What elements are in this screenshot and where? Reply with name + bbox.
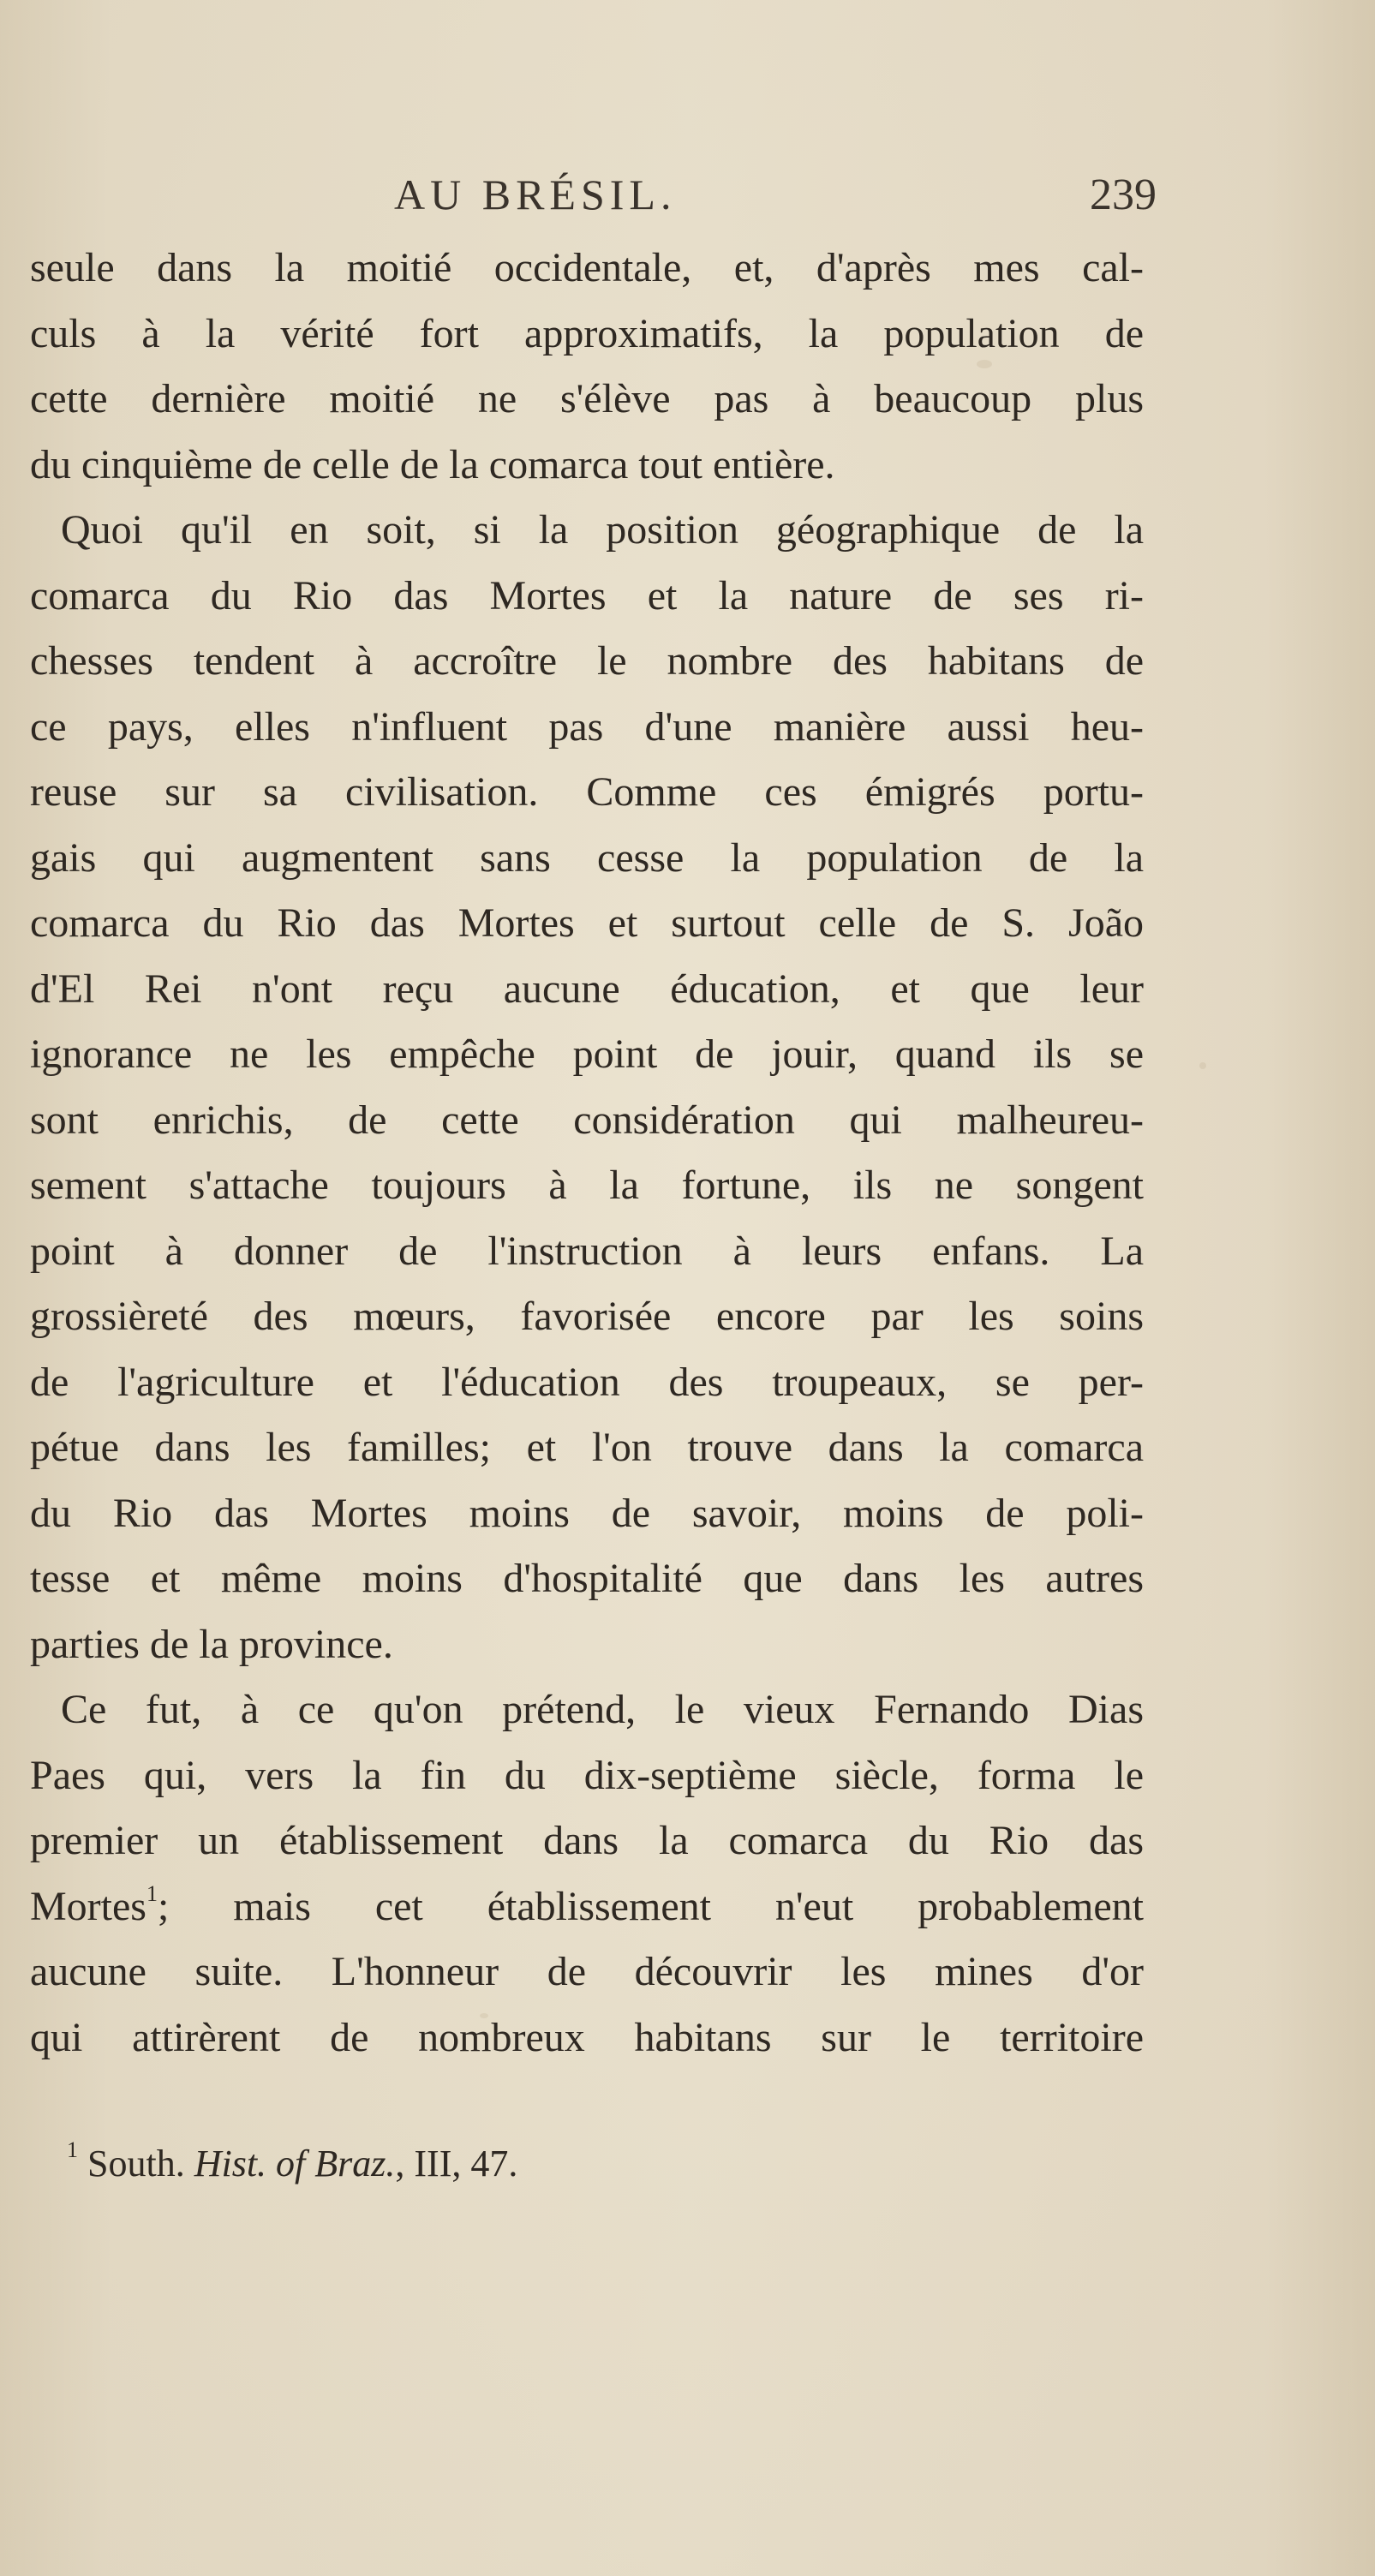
text-line: seule dans la moitié occidentale, et, d'après mes cal- bbox=[30, 245, 1144, 290]
footnote-reference: 1 bbox=[146, 1880, 158, 1906]
text-line: Paes qui, vers la fin du dix-septième siècle, forma le bbox=[30, 1752, 1144, 1798]
footnote-reference-detail: , III, 47. bbox=[395, 2143, 518, 2185]
paragraph-start-line: Quoi qu'il en soit, si la position géographique de la bbox=[61, 507, 1144, 553]
text-line: gais qui augmentent sans cesse la population de la bbox=[30, 834, 1144, 881]
text-line: parties de la province. bbox=[30, 1621, 393, 1667]
text-segment: ; mais cet établissement n'eut probablement bbox=[157, 1883, 1144, 1929]
text-line: grossièreté des mœurs, favorisée encore par les soins bbox=[30, 1294, 1144, 1339]
text-segment: Mortes bbox=[30, 1883, 146, 1929]
text-line: pétue dans les familles; et l'on trouve dans la comarca bbox=[30, 1425, 1144, 1470]
text-line: comarca du Rio das Mortes et la nature de ses ri- bbox=[30, 572, 1144, 619]
text-line: du cinquième de celle de la comarca tout entière. bbox=[30, 441, 835, 487]
body-text bbox=[30, 236, 1144, 2071]
page-number: 239 bbox=[1090, 170, 1157, 219]
text-line: premier un établissement dans la comarca du Rio das bbox=[30, 1818, 1144, 1863]
text-line: d'El Rei n'ont reçu aucune éducation, et que leur bbox=[30, 965, 1144, 1012]
page-header bbox=[34, 170, 1157, 230]
text-line: point à donner de l'instruction à leurs enfans. La bbox=[30, 1228, 1144, 1274]
text-line: reuse sur sa civilisation. Comme ces émigrés portu- bbox=[30, 769, 1144, 815]
text-line: qui attirèrent de nombreux habitans sur le territoire bbox=[30, 2014, 1144, 2060]
text-line: comarca du Rio das Mortes et surtout celle de S. João bbox=[30, 900, 1144, 946]
footnote-title: Hist. of Braz. bbox=[194, 2143, 396, 2185]
text-line: tesse et même moins d'hospitalité que dans les autres bbox=[30, 1556, 1144, 1601]
text-line: ce pays, elles n'influent pas d'une manière aussi heu- bbox=[30, 703, 1144, 750]
text-line: de l'agriculture et l'éducation des troupeaux, se per- bbox=[30, 1359, 1144, 1405]
footnote-marker: 1 bbox=[67, 2137, 78, 2162]
text-line: sement s'attache toujours à la fortune, ils ne songent bbox=[30, 1162, 1144, 1208]
running-title: AU BRÉSIL. bbox=[394, 170, 677, 218]
text-line: chesses tendent à accroître le nombre des habitans de bbox=[30, 638, 1144, 684]
text-line: sont enrichis, de cette considération qui malheureu- bbox=[30, 1097, 1144, 1143]
paper-foxing-spot bbox=[1199, 1062, 1206, 1069]
text-line: aucune suite. L'honneur de découvrir les mines d'or bbox=[30, 1949, 1144, 1994]
text-line: culs à la vérité fort approximatifs, la population de bbox=[30, 310, 1144, 356]
text-line-with-note bbox=[30, 1874, 1144, 1940]
text-line: ignorance ne les empêche point de jouir, quand ils se bbox=[30, 1031, 1144, 1077]
text-line: du Rio das Mortes moins de savoir, moins de poli- bbox=[30, 1490, 1144, 1536]
footnote-author: South. bbox=[87, 2143, 185, 2185]
footnote bbox=[67, 2137, 518, 2185]
text-line: cette dernière moitié ne s'élève pas à beaucoup plus bbox=[30, 376, 1144, 421]
paragraph-start-line: Ce fut, à ce qu'on prétend, le vieux Fernando Dias bbox=[61, 1687, 1144, 1732]
